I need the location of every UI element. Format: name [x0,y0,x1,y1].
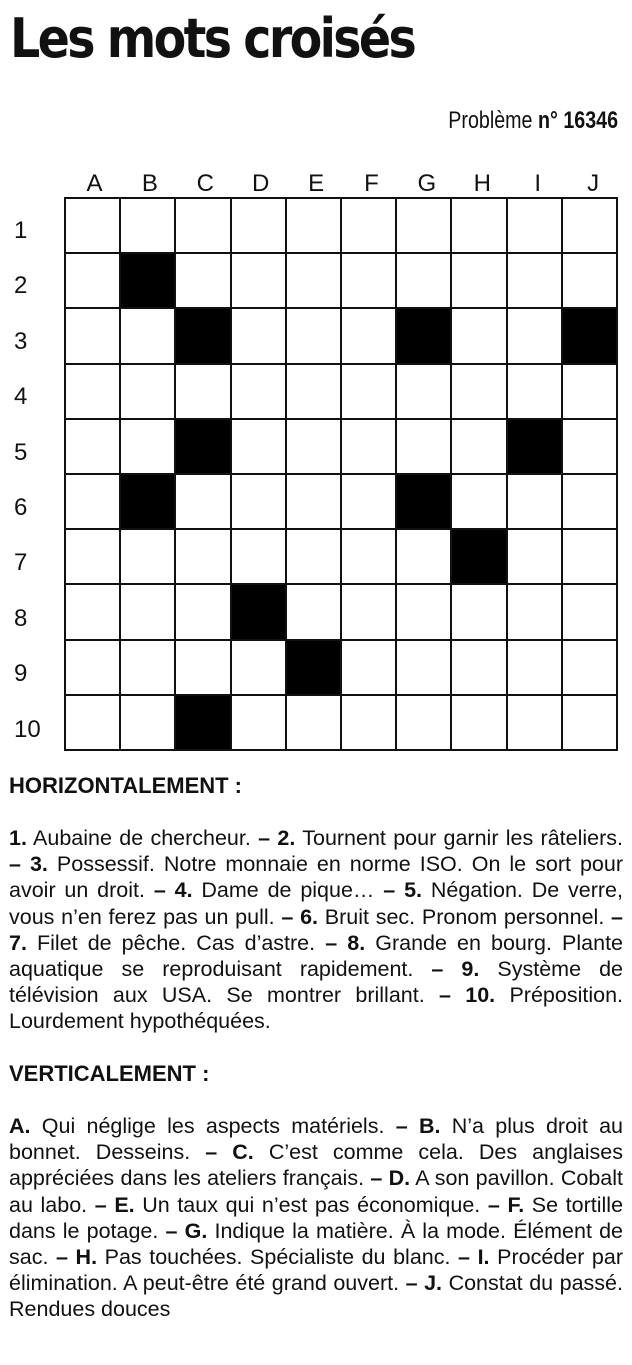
row-label-4: 4 [14,383,28,411]
grid-cell-c9[interactable] [176,641,229,694]
grid-cell-d10[interactable] [232,696,285,749]
grid-cell-i2[interactable] [508,254,561,307]
clue-number: 9. [461,957,480,982]
column-label-a: A [86,170,103,197]
grid-cell-h1[interactable] [452,199,505,252]
grid-cell-j4[interactable] [563,365,616,418]
grid-cell-g2[interactable] [397,254,450,307]
grid-cell-f8[interactable] [342,585,395,638]
grid-cell-h6[interactable] [452,475,505,528]
clue-number: 5. [404,878,422,903]
clue-text: Un taux qui n’est pas économique. [142,1192,481,1217]
grid-cell-g9[interactable] [397,641,450,694]
clue-text: Pas touchées. Spécialiste du blanc. [104,1245,451,1270]
grid-cell-i7[interactable] [508,530,561,583]
grid-cell-c8[interactable] [176,585,229,638]
clue-text: Procéder par élimination. A peut-être été grand ouvert. [9,1245,623,1296]
clue-separator: – [604,904,624,929]
grid-cell-a6[interactable] [66,475,119,528]
horizontal-clues [9,825,623,1035]
clue-text: Dame de pique… [201,878,375,903]
column-label-d: D [252,170,270,197]
grid-cell-e5[interactable] [287,420,340,473]
grid-cell-g8[interactable] [397,585,450,638]
black-cell-c10 [176,696,229,749]
grid-cell-e1[interactable] [287,199,340,252]
clue-number: I. [477,1245,490,1270]
clue-separator: – [158,1218,185,1243]
black-cell-h7 [452,530,505,583]
clue-text: Possessif. Notre monnaie en norme ISO. On le sort pour avoir un droit. [9,852,623,903]
grid-cell-e10[interactable] [287,696,340,749]
grid-cell-b3[interactable] [121,309,174,362]
grid-cell-h5[interactable] [452,420,505,473]
clue-separator: – [315,930,348,955]
column-label-c: C [196,170,214,197]
clue-number: E. [114,1192,135,1217]
grid-cell-b5[interactable] [121,420,174,473]
vertical-clues [9,1113,623,1323]
black-cell-g6 [397,475,450,528]
clue-separator: – [144,878,175,903]
row-label-2: 2 [14,272,28,300]
clue-number: D. [388,1166,411,1191]
clue-text: Filet de pêche. Cas d’astre. [37,930,316,955]
grid-cell-j9[interactable] [563,641,616,694]
grid-cell-f1[interactable] [342,199,395,252]
grid-cell-d2[interactable] [232,254,285,307]
clue-separator: – [48,1245,76,1270]
row-label-1: 1 [14,217,28,244]
grid-cell-e2[interactable] [287,254,340,307]
problem-number [448,109,618,133]
clue-text: Bruit sec. Pronom personnel. [324,904,605,929]
problem-value: n° 16346 [537,107,618,134]
column-label-f: F [364,170,379,197]
grid-cell-d5[interactable] [232,420,285,473]
grid-cell-b7[interactable] [121,530,174,583]
grid-cell-g1[interactable] [397,199,450,252]
grid-cell-e7[interactable] [287,530,340,583]
clue-number: A. [9,1114,31,1138]
column-label-e: E [308,170,325,197]
black-cell-b2 [121,254,174,307]
clue-text: N’a plus droit au bonnet. Desseins. [9,1114,623,1165]
grid-cell-h3[interactable] [452,309,505,362]
clue-separator: – [274,904,301,929]
grid-cell-c6[interactable] [176,475,229,528]
grid-cell-a4[interactable] [66,365,119,418]
clue-separator: – [374,878,405,903]
clue-separator: – [190,1140,233,1165]
grid-cell-i4[interactable] [508,365,561,418]
grid-cell-i1[interactable] [508,199,561,252]
grid-cell-f7[interactable] [342,530,395,583]
clue-separator: – [9,852,30,877]
clue-separator: – [87,1192,115,1217]
grid-cell-j7[interactable] [563,530,616,583]
grid-cell-j1[interactable] [563,199,616,252]
black-cell-g3 [397,309,450,362]
black-cell-c3 [176,309,229,362]
grid-cell-b9[interactable] [121,641,174,694]
crossword-grid [64,197,618,751]
clue-text: Grande en bourg. Plante aquatique se reproduisant rapidement. [9,930,624,982]
grid-cell-a3[interactable] [66,309,119,362]
grid-cell-d6[interactable] [232,475,285,528]
clue-separator: – [250,826,278,850]
clue-number: 10. [465,983,496,1008]
clue-number: 7. [9,930,27,955]
clue-text: Négation. De verre, vous n’en ferez pas un pull. [9,878,623,929]
grid-cell-i10[interactable] [508,696,561,749]
clue-text: Qui néglige les aspects matériels. [41,1114,385,1138]
grid-cell-a5[interactable] [66,420,119,473]
grid-cell-a9[interactable] [66,641,119,694]
problem-label: Problème [448,107,533,134]
grid-cell-i8[interactable] [508,585,561,638]
clue-number: 1. [9,826,27,850]
column-label-h: H [473,170,491,197]
grid-cell-a1[interactable] [66,199,119,252]
grid-cell-e3[interactable] [287,309,340,362]
grid-cell-f2[interactable] [342,254,395,307]
clue-text: C’est comme cela. Des anglaises appréciées dans les ateliers français. [9,1140,623,1191]
black-cell-j3 [563,309,616,362]
grid-cell-j2[interactable] [563,254,616,307]
clue-separator: – [480,1192,508,1217]
row-label-3: 3 [14,327,28,355]
grid-cell-h9[interactable] [452,641,505,694]
clue-text: Constat du passé. Rendues douces [9,1271,623,1322]
grid-cell-d9[interactable] [232,641,285,694]
row-label-8: 8 [14,604,28,632]
grid-cell-e4[interactable] [287,365,340,418]
grid-cell-a8[interactable] [66,585,119,638]
grid-cell-j5[interactable] [563,420,616,473]
clue-number: 2. [277,826,296,850]
grid-cell-h4[interactable] [452,365,505,418]
grid-cell-c7[interactable] [176,530,229,583]
grid-cell-b1[interactable] [121,199,174,252]
grid-cell-g7[interactable] [397,530,450,583]
grid-cell-f5[interactable] [342,420,395,473]
grid-cell-i9[interactable] [508,641,561,694]
clue-text: Système de télévision aux USA. Se montrer brillant. [9,957,624,1008]
clue-number: B. [418,1114,441,1138]
clue-number: G. [184,1218,208,1243]
clue-separator: – [399,1271,425,1296]
grid-cell-f10[interactable] [342,696,395,749]
grid-cell-j10[interactable] [563,696,616,749]
grid-cell-c2[interactable] [176,254,229,307]
grid-cell-f3[interactable] [342,309,395,362]
grid-cell-b10[interactable] [121,696,174,749]
grid-cell-j6[interactable] [563,475,616,528]
column-label-g: G [417,170,437,197]
grid-cell-a2[interactable] [66,254,119,307]
clue-text: Tournent pour garnir les râteliers. [302,826,623,850]
grid-cell-a10[interactable] [66,696,119,749]
row-label-5: 5 [14,438,28,466]
row-label-6: 6 [14,494,28,521]
grid-cell-d4[interactable] [232,365,285,418]
grid-cell-g4[interactable] [397,365,450,418]
grid-cell-h8[interactable] [452,585,505,638]
grid-cell-i6[interactable] [508,475,561,528]
column-label-b: B [141,170,158,197]
clue-text: Se tortille dans le potage. [9,1192,624,1243]
grid-cell-b8[interactable] [121,585,174,638]
clue-separator: – [450,1245,478,1270]
vertical-heading: VERTICALEMENT : [9,1061,210,1086]
grid-cell-h2[interactable] [452,254,505,307]
grid-cell-i3[interactable] [508,309,561,362]
clue-number: 6. [300,904,318,929]
grid-cell-c1[interactable] [176,199,229,252]
clue-text: Préposition. Lourdement hypothéquées. [9,983,624,1034]
clue-text: A son pavillon. Cobalt au labo. [9,1166,623,1217]
black-cell-d8 [232,585,285,638]
row-label-10: 10 [14,715,41,743]
black-cell-i5 [508,420,561,473]
clue-text: Indique la matière. À la mode. Élément de sac. [9,1218,623,1270]
row-label-7: 7 [14,549,28,577]
column-label-j: J [587,170,600,197]
clue-separator: – [364,1166,389,1191]
clue-number: C. [232,1140,254,1165]
clue-number: 4. [174,878,193,903]
grid-cell-e8[interactable] [287,585,340,638]
column-label-i: I [534,170,542,197]
grid-cell-h10[interactable] [452,696,505,749]
clue-number: 3. [29,852,48,877]
grid-cell-f4[interactable] [342,365,395,418]
grid-cell-a7[interactable] [66,530,119,583]
grid-cell-d1[interactable] [232,199,285,252]
clue-number: J. [424,1271,443,1296]
grid-cell-g10[interactable] [397,696,450,749]
black-cell-b6 [121,475,174,528]
grid-cell-e6[interactable] [287,475,340,528]
clue-separator: – [413,957,462,982]
horizontal-heading: HORIZONTALEMENT : [9,773,243,798]
black-cell-e9 [287,641,340,694]
clue-number: 8. [347,930,366,955]
clue-number: F. [507,1192,525,1217]
clue-separator: – [424,983,466,1008]
grid-cell-j8[interactable] [563,585,616,638]
page-title: Les mots croisés [10,7,415,70]
grid-cell-d3[interactable] [232,309,285,362]
row-label-9: 9 [14,660,28,688]
black-cell-c5 [176,420,229,473]
clue-separator: – [384,1114,419,1138]
clue-number: H. [75,1245,98,1270]
grid-cell-f9[interactable] [342,641,395,694]
grid-cell-g5[interactable] [397,420,450,473]
clue-text: Aubaine de chercheur. [33,826,251,850]
grid-cell-b4[interactable] [121,365,174,418]
grid-cell-c4[interactable] [176,365,229,418]
grid-cell-f6[interactable] [342,475,395,528]
grid-cell-d7[interactable] [232,530,285,583]
